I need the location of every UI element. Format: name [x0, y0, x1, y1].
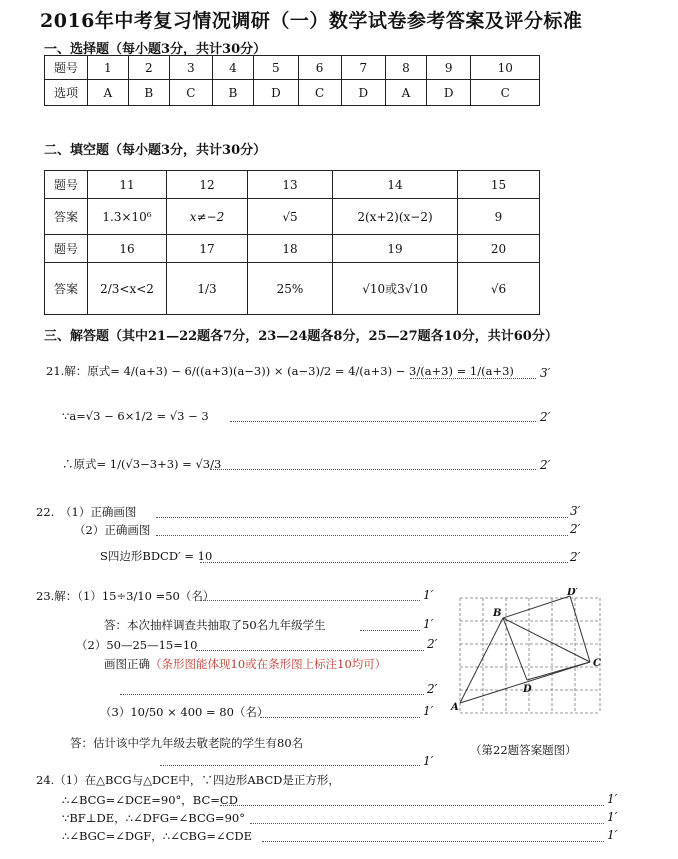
q22-line-2: （2）正确画图: [74, 523, 151, 537]
cell: B: [128, 80, 169, 106]
cell: 14: [333, 171, 458, 199]
score: 2′: [540, 458, 551, 472]
row-label: 答案: [45, 199, 88, 235]
cell: 4: [212, 56, 253, 80]
row-label: 题号: [45, 235, 88, 263]
row-label: 答案: [45, 263, 88, 315]
q24-line-1: 24.（1）在△BCG与△DCE中，∵四边形ABCD是正方形，: [36, 773, 340, 787]
score: 2′: [427, 637, 438, 651]
leader-dots: [200, 600, 420, 601]
label-d: D: [523, 684, 532, 695]
cell: 12: [167, 171, 248, 199]
figure-caption: （第22题答案题图）: [470, 743, 577, 757]
score: 1′: [423, 588, 434, 602]
row-label: 题号: [45, 171, 88, 199]
cell: D: [254, 80, 299, 106]
cell: √6: [458, 263, 540, 315]
cell: 18: [248, 235, 333, 263]
grid: [460, 598, 600, 713]
cell: 8: [386, 56, 427, 80]
q24-line-2: ∴∠BCG=∠DCE=90°，BC=CD: [62, 793, 238, 807]
score: 1′: [423, 754, 434, 768]
cell: 2: [128, 56, 169, 80]
cell: 13: [248, 171, 333, 199]
leader-dots: [230, 421, 536, 422]
cell: √10或3√10: [333, 263, 458, 315]
leader-dots: [410, 378, 536, 379]
score: 1′: [607, 792, 618, 806]
cell: 16: [88, 235, 167, 263]
leader-dots: [360, 630, 420, 631]
score: 1′: [423, 617, 434, 631]
cell: x≠−2: [167, 199, 248, 235]
score: 1′: [607, 828, 618, 842]
leader-dots: [262, 841, 604, 842]
cell: 10: [471, 56, 540, 80]
section-2-heading: 二、填空题（每小题3分，共计30分）: [44, 143, 267, 158]
cell: D: [426, 80, 471, 106]
leader-dots: [120, 694, 424, 695]
cell: 2/3<x<2: [88, 263, 167, 315]
cell: 6: [298, 56, 341, 80]
row-label: 选项: [45, 80, 88, 106]
text: 画图正确: [104, 657, 150, 671]
section-3-heading: 三、解答题（其中21—22题各7分，23—24题各8分，25—27题各10分，共计60分）: [44, 329, 558, 344]
cell: 7: [341, 56, 386, 80]
leader-dots: [220, 805, 604, 806]
cell: 1: [88, 56, 129, 80]
cell: 2(x+2)(x−2): [333, 199, 458, 235]
leader-dots: [260, 717, 420, 718]
q23-line-2: 答：本次抽样调查共抽取了50名九年级学生: [104, 618, 326, 632]
q23-line-6: 答：估计该中学九年级去敬老院的学生有80名: [70, 736, 304, 750]
cell: A: [386, 80, 427, 106]
cell: 11: [88, 171, 167, 199]
cell: 15: [458, 171, 540, 199]
score: 2′: [570, 550, 581, 564]
q23-line-5: （3）10/50 × 400 = 80（名）: [100, 705, 269, 719]
cell: √5: [248, 199, 333, 235]
score: 3′: [540, 366, 551, 380]
cell: 9: [426, 56, 471, 80]
row-label: 题号: [45, 56, 88, 80]
q23-line-1: 23.解：（1）15÷3/10 =50（名）: [36, 589, 215, 603]
geometry-figure: [445, 588, 615, 728]
cell: 1/3: [167, 263, 248, 315]
cell: 17: [167, 235, 248, 263]
cell: B: [212, 80, 253, 106]
q21-line-3: ∴原式= 1/(√3−3+3) = √3/3: [62, 457, 222, 471]
leader-dots: [156, 517, 568, 518]
leader-dots: [156, 535, 568, 536]
leader-dots: [160, 765, 420, 766]
q24-line-3: ∵BF⊥DE，∴∠DFG=∠BCG=90°: [62, 811, 245, 825]
leader-dots: [250, 823, 604, 824]
label-b: B: [493, 608, 502, 619]
choice-answer-table: [44, 55, 540, 106]
leader-dots: [200, 562, 568, 563]
label-a: A: [451, 702, 459, 713]
q23-line-3: （2）50—25—15=10: [76, 638, 198, 652]
score: 2′: [570, 522, 581, 536]
note-red: （条形图能体现10或在条形图上标注10均可）: [150, 657, 387, 671]
cell: 25%: [248, 263, 333, 315]
q23-line-4: [104, 656, 386, 672]
cell: C: [471, 80, 540, 106]
score: 2′: [427, 682, 438, 696]
cell: D: [341, 80, 386, 106]
q21-line-2: ∵a=√3 − 6×1/2 = √3 − 3: [62, 409, 209, 423]
q21-line-1: 21.解：原式= 4/(a+3) − 6/((a+3)(a−3)) × (a−3)/2 = 4/(a+3) − 3/(a+3) = 1/(a+3): [46, 364, 514, 378]
cell: C: [169, 80, 212, 106]
score: 1′: [607, 810, 618, 824]
cell: A: [88, 80, 129, 106]
section-1-heading: 一、选择题（每小题3分，共计30分）: [44, 42, 267, 57]
cell: 20: [458, 235, 540, 263]
score: 1′: [423, 704, 434, 718]
q22-line-3: S四边形BDCD′ = 10: [100, 549, 213, 563]
cell: 9: [458, 199, 540, 235]
label-d-prime: D′: [567, 588, 579, 598]
score: 3′: [570, 504, 581, 518]
q24-line-4: ∴∠BGC=∠DGF，∴∠CBG=∠CDE: [62, 829, 253, 843]
q22-line-1: 22. （1）正确画图: [36, 505, 137, 519]
label-c: C: [593, 658, 601, 669]
cell: 3: [169, 56, 212, 80]
cell: 5: [254, 56, 299, 80]
leader-dots: [196, 650, 424, 651]
fill-answer-table: [44, 170, 540, 315]
page-title: 2016年中考复习情况调研（一）数学试卷参考答案及评分标准: [40, 10, 583, 32]
leader-dots: [210, 469, 536, 470]
cell: 1.3×10⁶: [88, 199, 167, 235]
cell: C: [298, 80, 341, 106]
score: 2′: [540, 410, 551, 424]
cell: 19: [333, 235, 458, 263]
